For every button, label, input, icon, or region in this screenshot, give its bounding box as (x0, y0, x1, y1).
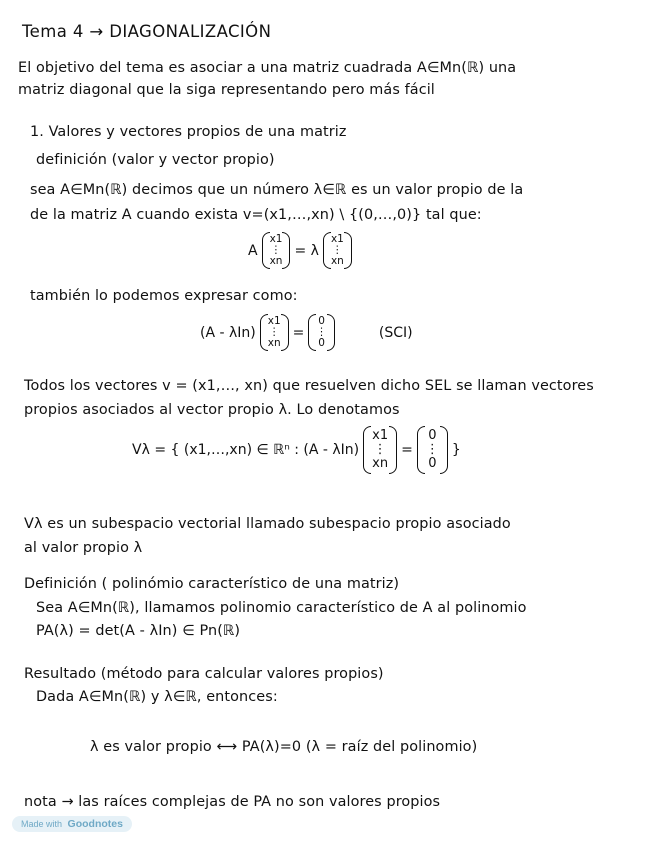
goodnotes-badge (12, 816, 132, 832)
definition2-line-2: PA(λ) = det(A - λIn) ∈ Pn(ℝ) (36, 623, 241, 639)
eq2-equals: = (292, 324, 305, 341)
eigenspace-definition (132, 426, 461, 474)
intro-line-2: matriz diagonal que la siga representando pero más fácil (18, 82, 435, 98)
result-equivalence: λ es valor propio ⟷ PA(λ)=0 (λ = raíz del polinomio) (90, 739, 478, 755)
vector-dots: ⋮ (373, 442, 387, 457)
subspace-line-1: Vλ es un subespacio vectorial llamado subespacio propio asociado (24, 516, 511, 532)
eq1-equals: = λ (294, 242, 319, 259)
vector-entry: xn (267, 337, 281, 349)
intro-line-1: El objetivo del tema es asociar a una matriz cuadrada A∈Mn(ℝ) una (18, 60, 517, 76)
eq2-vector (260, 314, 289, 351)
vector-entry: 0 (428, 456, 437, 471)
vectors-line-1: Todos los vectores v = (x1,…, xn) que resuelven dicho SEL se llaman vectores (24, 378, 594, 394)
badge-prefix: Made with (21, 819, 63, 829)
eq3-zero-vector (417, 426, 448, 474)
sci-tag: (SCI) (378, 324, 413, 341)
express-line: también lo podemos expresar como: (30, 288, 298, 304)
definition2-line-1: Sea A∈Mn(ℝ), llamamos polinomio característico de A al polinomio (36, 600, 527, 616)
vector-dots: ⋮ (268, 326, 280, 338)
page-title: Tema 4 → DIAGONALIZACIÓN (22, 22, 272, 41)
eq1-lhs: A (248, 242, 258, 259)
vector-dots: ⋮ (270, 244, 282, 256)
eigen-equation (248, 232, 356, 269)
homogeneous-system (200, 314, 413, 351)
note-line: nota → las raíces complejas de PA no son valores propios (24, 794, 441, 810)
section-heading: 1. Valores y vectores propios de una matriz (30, 124, 347, 140)
vector-entry: xn (330, 255, 344, 267)
eq3-closing-brace: } (451, 442, 461, 458)
vector-entry: x1 (330, 233, 344, 245)
definition2-title: Definición ( polinómio característico de una matriz) (24, 576, 400, 592)
result-title: Resultado (método para calcular valores propios) (24, 666, 384, 682)
vectors-line-2: propios asociados al vector propio λ. Lo denotamos (24, 402, 400, 418)
vector-entry: xn (269, 255, 283, 267)
eq1-right-vector (323, 232, 352, 269)
vector-dots: ⋮ (316, 326, 327, 338)
eq3-vector (363, 426, 397, 474)
vector-dots: ⋮ (332, 244, 343, 256)
eq2-lhs: (A - λIn) (200, 324, 256, 341)
eq2-zero-vector (308, 314, 335, 351)
eq3-lhs: Vλ = { (x1,…,xn) ∈ ℝⁿ : (A - λIn) (132, 442, 360, 458)
vector-entry: x1 (267, 315, 281, 327)
definition-line-2: de la matriz A cuando exista v=(x1,…,xn) \ {(0,…,0)} tal que: (30, 207, 482, 223)
vector-entry: x1 (372, 428, 389, 443)
subspace-line-2: al valor propio λ (24, 540, 143, 556)
badge-brand: Goodnotes (67, 818, 123, 830)
vector-entry: 0 (318, 337, 325, 349)
definition-line-1: sea A∈Mn(ℝ) decimos que un número λ∈ℝ es un valor propio de la (30, 182, 524, 198)
eq1-left-vector (262, 232, 291, 269)
vector-entry: x1 (269, 233, 283, 245)
vector-entry: xn (372, 456, 389, 471)
definition-title: definición (valor y vector propio) (36, 152, 275, 168)
result-line: Dada A∈Mn(ℝ) y λ∈ℝ, entonces: (36, 689, 278, 705)
vector-entry: 0 (428, 428, 437, 443)
vector-entry: 0 (318, 315, 325, 327)
vector-dots: ⋮ (425, 442, 439, 457)
eq3-equals: = (401, 442, 413, 458)
